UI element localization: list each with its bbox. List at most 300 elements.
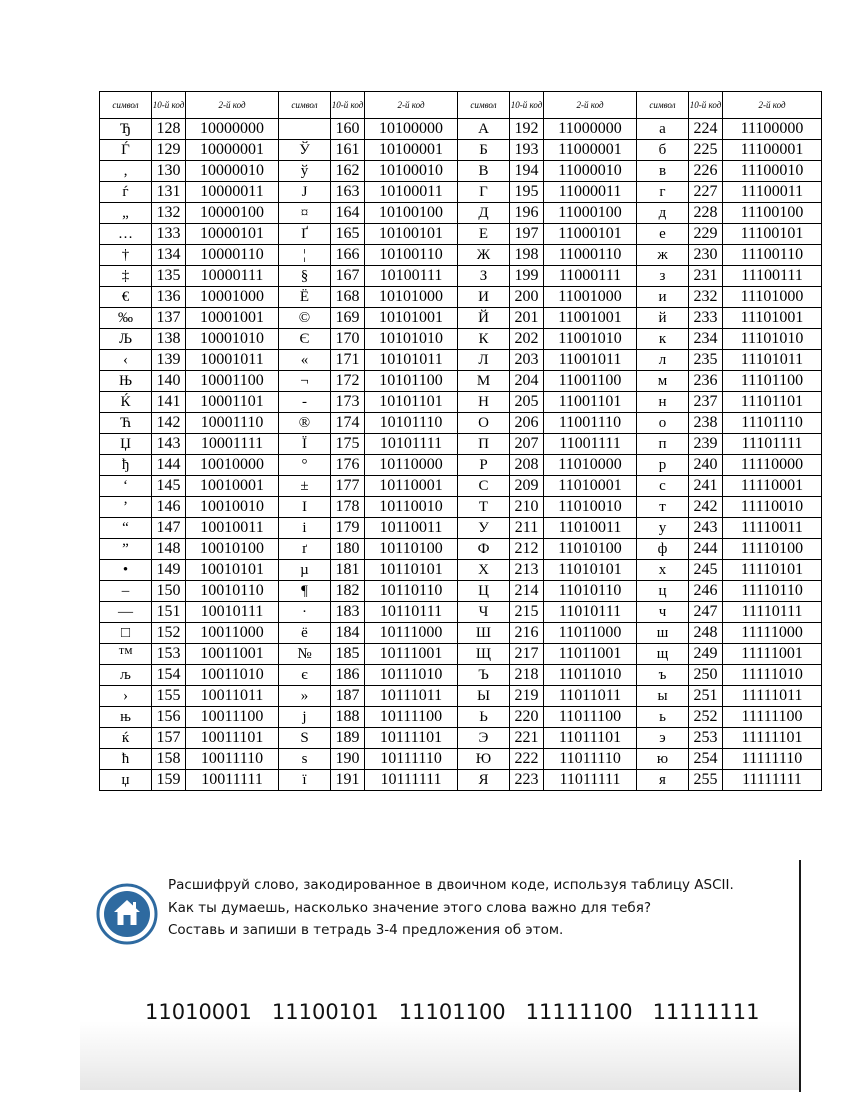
symbol-cell: Х: [458, 560, 510, 581]
binary-code-cell: 11110110: [723, 581, 822, 602]
binary-code-cell: 10100100: [365, 203, 458, 224]
binary-code-cell: 11111010: [723, 665, 822, 686]
decimal-code-cell: 252: [689, 707, 723, 728]
binary-code-cell: 11001001: [544, 308, 637, 329]
binary-code-cell: 11010101: [544, 560, 637, 581]
symbol-cell: Г: [458, 182, 510, 203]
binary-code-cell: 11110000: [723, 455, 822, 476]
symbol-cell: Ф: [458, 539, 510, 560]
decimal-code-cell: 141: [152, 392, 186, 413]
symbol-cell: ¬: [279, 371, 331, 392]
symbol-cell: ц: [637, 581, 689, 602]
binary-code-cell: 10011000: [186, 623, 279, 644]
table-row: [100, 392, 822, 413]
binary-code-cell: 10001111: [186, 434, 279, 455]
symbol-cell: з: [637, 266, 689, 287]
decimal-code-cell: 239: [689, 434, 723, 455]
column-header: 2-й код: [723, 92, 822, 119]
binary-code-cell: 11100001: [723, 140, 822, 161]
binary-code-cell: 10100110: [365, 245, 458, 266]
decimal-code-cell: 209: [510, 476, 544, 497]
binary-code-cell: 10000110: [186, 245, 279, 266]
binary-code-cell: 10100000: [365, 119, 458, 140]
symbol-cell: А: [458, 119, 510, 140]
decimal-code-cell: 234: [689, 329, 723, 350]
binary-code-cell: 11011111: [544, 770, 637, 791]
binary-code-cell: 10010110: [186, 581, 279, 602]
binary-code-cell: 11100110: [723, 245, 822, 266]
decimal-code-cell: 208: [510, 455, 544, 476]
decimal-code-cell: 191: [331, 770, 365, 791]
decimal-code-cell: 254: [689, 749, 723, 770]
decimal-code-cell: 189: [331, 728, 365, 749]
symbol-cell: ‰: [100, 308, 152, 329]
binary-code-cell: 11000100: [544, 203, 637, 224]
symbol-cell: й: [637, 308, 689, 329]
decimal-code-cell: 245: [689, 560, 723, 581]
binary-code-cell: 10010101: [186, 560, 279, 581]
panel-divider: [799, 860, 801, 1092]
home-icon: [96, 883, 158, 945]
binary-code-cell: 10110000: [365, 455, 458, 476]
symbol-cell: °: [279, 455, 331, 476]
binary-code-cell: 11000110: [544, 245, 637, 266]
symbol-cell: Т: [458, 497, 510, 518]
binary-code: 11010001: [145, 1000, 252, 1024]
binary-code-cell: 11001100: [544, 371, 637, 392]
binary-code-cell: 11101101: [723, 392, 822, 413]
binary-code-cell: 10101010: [365, 329, 458, 350]
symbol-cell: ў: [279, 161, 331, 182]
symbol-cell: Ѕ: [279, 728, 331, 749]
decimal-code-cell: 153: [152, 644, 186, 665]
decimal-code-cell: 244: [689, 539, 723, 560]
decimal-code-cell: 196: [510, 203, 544, 224]
symbol-cell: ђ: [100, 455, 152, 476]
symbol-cell: а: [637, 119, 689, 140]
decimal-code-cell: 176: [331, 455, 365, 476]
binary-code-cell: 11011110: [544, 749, 637, 770]
decimal-code-cell: 255: [689, 770, 723, 791]
decimal-code-cell: 241: [689, 476, 723, 497]
symbol-cell: Ы: [458, 686, 510, 707]
decimal-code-cell: 219: [510, 686, 544, 707]
decimal-code-cell: 161: [331, 140, 365, 161]
decimal-code-cell: 220: [510, 707, 544, 728]
symbol-cell: Ќ: [100, 392, 152, 413]
symbol-cell: В: [458, 161, 510, 182]
binary-code-cell: 10100101: [365, 224, 458, 245]
table-row: [100, 644, 822, 665]
symbol-cell: ®: [279, 413, 331, 434]
binary-code-cell: 10110001: [365, 476, 458, 497]
decimal-code-cell: 134: [152, 245, 186, 266]
table-row: [100, 623, 822, 644]
table-row: [100, 728, 822, 749]
symbol-cell: д: [637, 203, 689, 224]
symbol-cell: Њ: [100, 371, 152, 392]
binary-code-cell: 10100011: [365, 182, 458, 203]
symbol-cell: Ї: [279, 434, 331, 455]
decimal-code-cell: 129: [152, 140, 186, 161]
decimal-code-cell: 195: [510, 182, 544, 203]
decimal-code-cell: 151: [152, 602, 186, 623]
symbol-cell: и: [637, 287, 689, 308]
decimal-code-cell: 197: [510, 224, 544, 245]
table-row: [100, 413, 822, 434]
decimal-code-cell: 202: [510, 329, 544, 350]
binary-code-cell: 10100111: [365, 266, 458, 287]
decimal-code-cell: 253: [689, 728, 723, 749]
binary-code-cell: 11010111: [544, 602, 637, 623]
binary-code-cell: 11011100: [544, 707, 637, 728]
decimal-code-cell: 246: [689, 581, 723, 602]
table-row: [100, 182, 822, 203]
symbol-cell: є: [279, 665, 331, 686]
decimal-code-cell: 154: [152, 665, 186, 686]
decimal-code-cell: 232: [689, 287, 723, 308]
binary-code-cell: 10111110: [365, 749, 458, 770]
symbol-cell: ч: [637, 602, 689, 623]
symbol-cell: Ј: [279, 182, 331, 203]
binary-code-cell: 10001010: [186, 329, 279, 350]
column-header: 10-й код: [152, 92, 186, 119]
table-row: [100, 308, 822, 329]
decimal-code-cell: 223: [510, 770, 544, 791]
decimal-code-cell: 174: [331, 413, 365, 434]
symbol-cell: ¶: [279, 581, 331, 602]
binary-code-cell: 10101111: [365, 434, 458, 455]
binary-code-cell: 11101001: [723, 308, 822, 329]
decimal-code-cell: 150: [152, 581, 186, 602]
symbol-cell: т: [637, 497, 689, 518]
column-header: символ: [100, 92, 152, 119]
symbol-cell: µ: [279, 560, 331, 581]
symbol-cell: …: [100, 224, 152, 245]
symbol-cell: ю: [637, 749, 689, 770]
symbol-cell: ф: [637, 539, 689, 560]
binary-code-cell: 11111111: [723, 770, 822, 791]
decimal-code-cell: 167: [331, 266, 365, 287]
table-row: [100, 140, 822, 161]
table-row: [100, 539, 822, 560]
symbol-cell: Ч: [458, 602, 510, 623]
symbol-cell: И: [458, 287, 510, 308]
decimal-code-cell: 138: [152, 329, 186, 350]
decimal-code-cell: 204: [510, 371, 544, 392]
symbol-cell: о: [637, 413, 689, 434]
symbol-cell: п: [637, 434, 689, 455]
binary-code-cell: 11101111: [723, 434, 822, 455]
binary-code-cell: 10010001: [186, 476, 279, 497]
column-header: 10-й код: [510, 92, 544, 119]
table-row: [100, 434, 822, 455]
binary-code-cell: 10011100: [186, 707, 279, 728]
decimal-code-cell: 145: [152, 476, 186, 497]
table-row: [100, 329, 822, 350]
decimal-code-cell: 149: [152, 560, 186, 581]
ascii-table: [99, 91, 822, 791]
decimal-code-cell: 180: [331, 539, 365, 560]
binary-code-cell: 11111100: [723, 707, 822, 728]
symbol-cell: Щ: [458, 644, 510, 665]
decimal-code-cell: 251: [689, 686, 723, 707]
binary-code-cell: 10010000: [186, 455, 279, 476]
symbol-cell: н: [637, 392, 689, 413]
symbol-cell: ‡: [100, 266, 152, 287]
binary-code-cell: 10110010: [365, 497, 458, 518]
binary-code-cell: 11000011: [544, 182, 637, 203]
decimal-code-cell: 212: [510, 539, 544, 560]
table-row: [100, 749, 822, 770]
symbol-cell: §: [279, 266, 331, 287]
decimal-code-cell: 217: [510, 644, 544, 665]
decimal-code-cell: 131: [152, 182, 186, 203]
binary-code-cell: 10101011: [365, 350, 458, 371]
symbol-cell: І: [279, 497, 331, 518]
binary-code-cell: 10111111: [365, 770, 458, 791]
decimal-code-cell: 173: [331, 392, 365, 413]
binary-code-cell: 11001010: [544, 329, 637, 350]
symbol-cell: Д: [458, 203, 510, 224]
symbol-cell: ї: [279, 770, 331, 791]
binary-code-cell: 11000000: [544, 119, 637, 140]
decimal-code-cell: 162: [331, 161, 365, 182]
decimal-code-cell: 178: [331, 497, 365, 518]
binary-code: 11111111: [652, 1000, 760, 1024]
symbol-cell: ·: [279, 602, 331, 623]
decimal-code-cell: 187: [331, 686, 365, 707]
decimal-code-cell: 210: [510, 497, 544, 518]
binary-code-cell: 11001111: [544, 434, 637, 455]
decimal-code-cell: 190: [331, 749, 365, 770]
table-row: [100, 224, 822, 245]
symbol-cell: С: [458, 476, 510, 497]
table-row: [100, 497, 822, 518]
binary-code-cell: 10000111: [186, 266, 279, 287]
binary-code-cell: 10011011: [186, 686, 279, 707]
binary-code-cell: 10001100: [186, 371, 279, 392]
decimal-code-cell: 144: [152, 455, 186, 476]
binary-code-cell: 11111000: [723, 623, 822, 644]
symbol-cell: Љ: [100, 329, 152, 350]
symbol-cell: џ: [100, 770, 152, 791]
decimal-code-cell: 137: [152, 308, 186, 329]
binary-code-cell: 11001011: [544, 350, 637, 371]
decimal-code-cell: 146: [152, 497, 186, 518]
decimal-code-cell: 238: [689, 413, 723, 434]
symbol-cell: я: [637, 770, 689, 791]
decimal-code-cell: 222: [510, 749, 544, 770]
symbol-cell: Р: [458, 455, 510, 476]
symbol-cell: ™: [100, 644, 152, 665]
symbol-cell: »: [279, 686, 331, 707]
table-row: [100, 371, 822, 392]
binary-code-cell: 11110011: [723, 518, 822, 539]
symbol-cell: г: [637, 182, 689, 203]
table-header-row: [100, 92, 822, 119]
binary-code-cell: 11000101: [544, 224, 637, 245]
symbol-cell: Ґ: [279, 224, 331, 245]
symbol-cell: Ё: [279, 287, 331, 308]
binary-code-cell: 11101010: [723, 329, 822, 350]
binary-code-cell: 11010001: [544, 476, 637, 497]
decimal-code-cell: 243: [689, 518, 723, 539]
decimal-code-cell: 147: [152, 518, 186, 539]
decimal-code-cell: 201: [510, 308, 544, 329]
binary-code-cell: 10001011: [186, 350, 279, 371]
symbol-cell: ж: [637, 245, 689, 266]
table-row: [100, 287, 822, 308]
decimal-code-cell: 181: [331, 560, 365, 581]
column-header: символ: [458, 92, 510, 119]
decimal-code-cell: 199: [510, 266, 544, 287]
decimal-code-cell: 158: [152, 749, 186, 770]
symbol-cell: №: [279, 644, 331, 665]
symbol-cell: К: [458, 329, 510, 350]
decimal-code-cell: 179: [331, 518, 365, 539]
binary-code-cell: 11101011: [723, 350, 822, 371]
symbol-cell: З: [458, 266, 510, 287]
decimal-code-cell: 130: [152, 161, 186, 182]
table-row: [100, 476, 822, 497]
symbol-cell: ш: [637, 623, 689, 644]
symbol-cell: •: [100, 560, 152, 581]
binary-code-cell: 10011001: [186, 644, 279, 665]
binary-code-cell: 10011111: [186, 770, 279, 791]
binary-code-cell: 10100001: [365, 140, 458, 161]
decimal-code-cell: 216: [510, 623, 544, 644]
binary-code-cell: 11010000: [544, 455, 637, 476]
decimal-code-cell: 192: [510, 119, 544, 140]
symbol-cell: х: [637, 560, 689, 581]
binary-code-cell: 11100000: [723, 119, 822, 140]
symbol-cell: ј: [279, 707, 331, 728]
decimal-code-cell: 231: [689, 266, 723, 287]
column-header: символ: [637, 92, 689, 119]
decimal-code-cell: 229: [689, 224, 723, 245]
symbol-cell: Е: [458, 224, 510, 245]
binary-code-cell: 11111001: [723, 644, 822, 665]
binary-code-cell: 11111101: [723, 728, 822, 749]
symbol-cell: П: [458, 434, 510, 455]
decimal-code-cell: 170: [331, 329, 365, 350]
table-row: [100, 119, 822, 140]
symbol-cell: ь: [637, 707, 689, 728]
binary-code-cell: 10000000: [186, 119, 279, 140]
decimal-code-cell: 163: [331, 182, 365, 203]
symbol-cell: †: [100, 245, 152, 266]
binary-code-cell: 11011001: [544, 644, 637, 665]
table-row: [100, 581, 822, 602]
symbol-cell: і: [279, 518, 331, 539]
decimal-code-cell: 169: [331, 308, 365, 329]
symbol-cell: ґ: [279, 539, 331, 560]
binary-code-cell: 11001000: [544, 287, 637, 308]
symbol-cell: ±: [279, 476, 331, 497]
binary-code-cell: 11100100: [723, 203, 822, 224]
column-header: 2-й код: [365, 92, 458, 119]
table-row: [100, 161, 822, 182]
column-header: 10-й код: [689, 92, 723, 119]
decimal-code-cell: 236: [689, 371, 723, 392]
binary-code-cell: 10110111: [365, 602, 458, 623]
binary-code-cell: 10111010: [365, 665, 458, 686]
binary-code-sequence: [145, 1000, 759, 1024]
binary-code-cell: 11110111: [723, 602, 822, 623]
binary-code-cell: 10110110: [365, 581, 458, 602]
symbol-cell: Є: [279, 329, 331, 350]
decimal-code-cell: 166: [331, 245, 365, 266]
symbol-cell: Ь: [458, 707, 510, 728]
decimal-code-cell: 206: [510, 413, 544, 434]
table-body: [100, 119, 822, 791]
binary-code-cell: 11101000: [723, 287, 822, 308]
binary-code-cell: 11011101: [544, 728, 637, 749]
symbol-cell: б: [637, 140, 689, 161]
decimal-code-cell: 185: [331, 644, 365, 665]
binary-code-cell: 11100111: [723, 266, 822, 287]
decimal-code-cell: 211: [510, 518, 544, 539]
decimal-code-cell: 165: [331, 224, 365, 245]
symbol-cell: Ш: [458, 623, 510, 644]
binary-code-cell: 10010011: [186, 518, 279, 539]
symbol-cell: У: [458, 518, 510, 539]
symbol-cell: Ц: [458, 581, 510, 602]
decimal-code-cell: 226: [689, 161, 723, 182]
symbol-cell: м: [637, 371, 689, 392]
decimal-code-cell: 203: [510, 350, 544, 371]
symbol-cell: њ: [100, 707, 152, 728]
table-row: [100, 245, 822, 266]
binary-code-cell: 11011010: [544, 665, 637, 686]
symbol-cell: Э: [458, 728, 510, 749]
symbol-cell: –: [100, 581, 152, 602]
decimal-code-cell: 140: [152, 371, 186, 392]
binary-code-cell: 11110010: [723, 497, 822, 518]
symbol-cell: ›: [100, 686, 152, 707]
binary-code-cell: 10011101: [186, 728, 279, 749]
decimal-code-cell: 237: [689, 392, 723, 413]
table-row: [100, 266, 822, 287]
symbol-cell: е: [637, 224, 689, 245]
table-row: [100, 686, 822, 707]
symbol-cell: л: [637, 350, 689, 371]
symbol-cell: ”: [100, 539, 152, 560]
binary-code-cell: 11101100: [723, 371, 822, 392]
binary-code-cell: 11001101: [544, 392, 637, 413]
binary-code-cell: 11010011: [544, 518, 637, 539]
binary-code-cell: 11000010: [544, 161, 637, 182]
symbol-cell: ¦: [279, 245, 331, 266]
binary-code: 11101100: [398, 1000, 506, 1024]
symbol-cell: ќ: [100, 728, 152, 749]
binary-code-cell: 11111110: [723, 749, 822, 770]
binary-code-cell: 11011011: [544, 686, 637, 707]
task-line-2: Как ты думаешь, насколько значение этого слова важно для тебя?: [168, 899, 652, 916]
binary-code-cell: 10010010: [186, 497, 279, 518]
binary-code-cell: 10000010: [186, 161, 279, 182]
binary-code: 11111100: [525, 1000, 633, 1024]
symbol-cell: €: [100, 287, 152, 308]
task-text: [168, 874, 798, 942]
symbol-cell: Б: [458, 140, 510, 161]
symbol-cell: ‘: [100, 476, 152, 497]
binary-code-cell: 11100010: [723, 161, 822, 182]
decimal-code-cell: 200: [510, 287, 544, 308]
symbol-cell: „: [100, 203, 152, 224]
decimal-code-cell: 135: [152, 266, 186, 287]
